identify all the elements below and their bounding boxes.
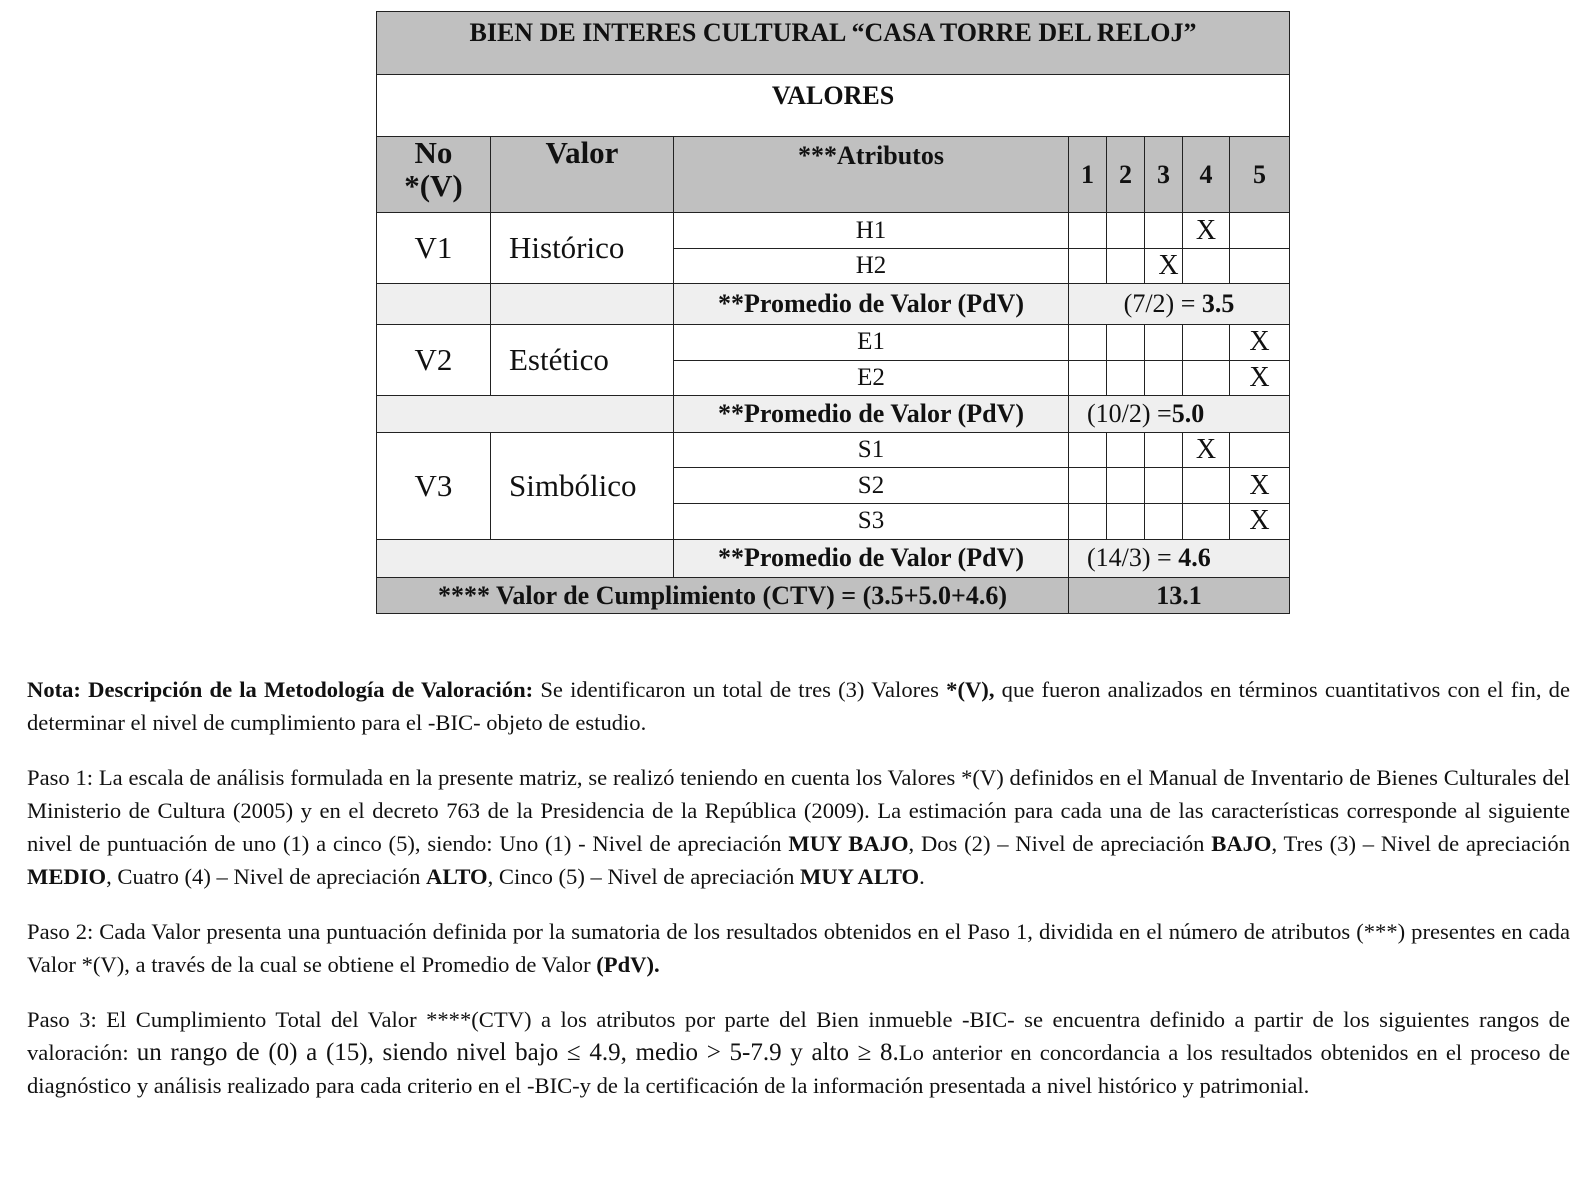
score-cell-4 bbox=[1183, 504, 1230, 540]
header-scale-3: 3 bbox=[1145, 137, 1183, 213]
score-cell-5 bbox=[1230, 360, 1290, 396]
score-cell-2 bbox=[1107, 213, 1145, 249]
pdv-label: **Promedio de Valor (PdV) bbox=[674, 396, 1069, 433]
score-cell-5 bbox=[1230, 432, 1290, 468]
ctv-label: **** Valor de Cumplimiento (CTV) = (3.5+5.0+4.6) bbox=[377, 578, 1069, 614]
score-cell-4 bbox=[1183, 468, 1230, 504]
score-cell-5 bbox=[1230, 504, 1290, 540]
score-cell-2 bbox=[1107, 325, 1145, 361]
group-number: V1 bbox=[377, 213, 491, 284]
group-valor: Histórico bbox=[491, 213, 674, 284]
group-valor: Estético bbox=[491, 325, 674, 396]
section-title: VALORES bbox=[377, 75, 1290, 137]
table-title: BIEN DE INTERES CULTURAL “CASA TORRE DEL RELOJ” bbox=[377, 12, 1290, 75]
score-cell-2 bbox=[1107, 504, 1145, 540]
header-valor: Valor bbox=[491, 137, 674, 213]
header-atributos: ***Atributos bbox=[674, 137, 1069, 213]
score-cell-5 bbox=[1230, 248, 1290, 284]
group-valor: Simbólico bbox=[491, 432, 674, 539]
attribute-name: H1 bbox=[674, 213, 1069, 249]
score-cell-4 bbox=[1183, 432, 1230, 468]
score-mark: X bbox=[1249, 469, 1270, 501]
pdv-value: (14/3) = 4.6 bbox=[1069, 539, 1290, 578]
valoracion-matrix bbox=[376, 11, 1290, 614]
attribute-name: H2 bbox=[674, 248, 1069, 284]
attribute-name: E1 bbox=[674, 325, 1069, 361]
score-cell-2 bbox=[1107, 468, 1145, 504]
score-mark: X bbox=[1158, 250, 1179, 282]
score-cell-1 bbox=[1069, 248, 1107, 284]
nota-paragraph: Nota: Descripción de la Metodología de Valoración: Se identificaron un total de tres (3) Valores *(V), que fueron analizados en términos cuantitativos con el fin, de determinar el nivel de cumplimiento para el -BIC- objeto de estudio. bbox=[27, 677, 1570, 735]
score-mark: X bbox=[1249, 362, 1270, 394]
score-cell-2 bbox=[1107, 432, 1145, 468]
table-row bbox=[377, 432, 1290, 468]
pdv-value: (10/2) =5.0 bbox=[1069, 396, 1290, 433]
table-row bbox=[377, 213, 1290, 249]
header-scale-1: 1 bbox=[1069, 137, 1107, 213]
pdv-label: **Promedio de Valor (PdV) bbox=[674, 284, 1069, 325]
score-cell-1 bbox=[1069, 360, 1107, 396]
pdv-value: (7/2) = 3.5 bbox=[1069, 284, 1290, 325]
attribute-name: S1 bbox=[674, 432, 1069, 468]
score-mark: X bbox=[1195, 214, 1217, 246]
score-cell-1 bbox=[1069, 213, 1107, 249]
score-cell-1 bbox=[1069, 468, 1107, 504]
score-cell-3 bbox=[1145, 213, 1183, 249]
score-cell-3 bbox=[1145, 468, 1183, 504]
ctv-value: 13.1 bbox=[1069, 578, 1290, 614]
score-cell-2 bbox=[1107, 360, 1145, 396]
header-no: No *(V) bbox=[377, 137, 491, 213]
score-mark: X bbox=[1249, 326, 1270, 358]
score-cell-3 bbox=[1145, 360, 1183, 396]
score-cell-1 bbox=[1069, 432, 1107, 468]
ctv-row bbox=[377, 578, 1290, 614]
paso3-paragraph: Paso 3: El Cumplimiento Total del Valor ****(CTV) a los atributos por parte del Bien inmueble -BIC- se encuentra definido a partir de los siguientes rangos de valoración: un rango de (0) a (15), siendo nivel bajo ≤ 4.9, medio > 5-7.9 y alto ≥ 8.Lo anterior en concordancia a los resultados obtenidos en el proceso de diagnóstico y análisis realizado para cada criterio en el -BIC-y de la certificación de la información presentada a nivel histórico y patrimonial. bbox=[27, 1007, 1570, 1098]
score-cell-5 bbox=[1230, 325, 1290, 361]
header-scale-2: 2 bbox=[1107, 137, 1145, 213]
score-cell-3 bbox=[1145, 504, 1183, 540]
score-cell-2 bbox=[1107, 248, 1145, 284]
score-cell-4 bbox=[1183, 213, 1230, 249]
score-cell-5 bbox=[1230, 468, 1290, 504]
header-scale-5: 5 bbox=[1230, 137, 1290, 213]
score-cell-3 bbox=[1145, 325, 1183, 361]
score-cell-1 bbox=[1069, 325, 1107, 361]
group-number: V3 bbox=[377, 432, 491, 539]
header-scale-4: 4 bbox=[1183, 137, 1230, 213]
score-cell-5 bbox=[1230, 213, 1290, 249]
pdv-row bbox=[377, 284, 1290, 325]
score-cell-1 bbox=[1069, 504, 1107, 540]
score-mark: X bbox=[1195, 434, 1217, 466]
attribute-name: S2 bbox=[674, 468, 1069, 504]
attribute-name: E2 bbox=[674, 360, 1069, 396]
attribute-name: S3 bbox=[674, 504, 1069, 540]
score-cell-3 bbox=[1145, 432, 1183, 468]
score-cell-4 bbox=[1183, 325, 1230, 361]
paso1-paragraph: Paso 1: La escala de análisis formulada en la presente matriz, se realizó teniendo en cuenta los Valores *(V) definidos en el Manual de Inventario de Bienes Culturales del Ministerio de Cultura (2005) y en el decreto 763 de la Presidencia de la República (2009). La estimación para cada una de las características corresponde al siguiente nivel de puntuación de uno (1) a cinco (5), siendo: Uno (1) - Nivel de apreciación MUY BAJO, Dos (2) – Nivel de apreciación BAJO, Tres (3) – Nivel de apreciación MEDIO, Cuatro (4) – Nivel de apreciación ALTO, Cinco (5) – Nivel de apreciación MUY ALTO. bbox=[27, 765, 1570, 889]
score-cell-3 bbox=[1145, 248, 1183, 284]
pdv-row bbox=[377, 396, 1290, 433]
table-row bbox=[377, 325, 1290, 361]
score-cell-4 bbox=[1183, 248, 1230, 284]
methodology-notes bbox=[27, 673, 1570, 1124]
score-mark: X bbox=[1249, 505, 1270, 537]
score-cell-4 bbox=[1183, 360, 1230, 396]
paso2-paragraph: Paso 2: Cada Valor presenta una puntuación definida por la sumatoria de los resultados obtenidos en el Paso 1, dividida en el número de atributos (***) presentes en cada Valor *(V), a través de la cual se obtiene el Promedio de Valor (PdV). bbox=[27, 919, 1570, 977]
group-number: V2 bbox=[377, 325, 491, 396]
pdv-label: **Promedio de Valor (PdV) bbox=[674, 539, 1069, 578]
pdv-row bbox=[377, 539, 1290, 578]
